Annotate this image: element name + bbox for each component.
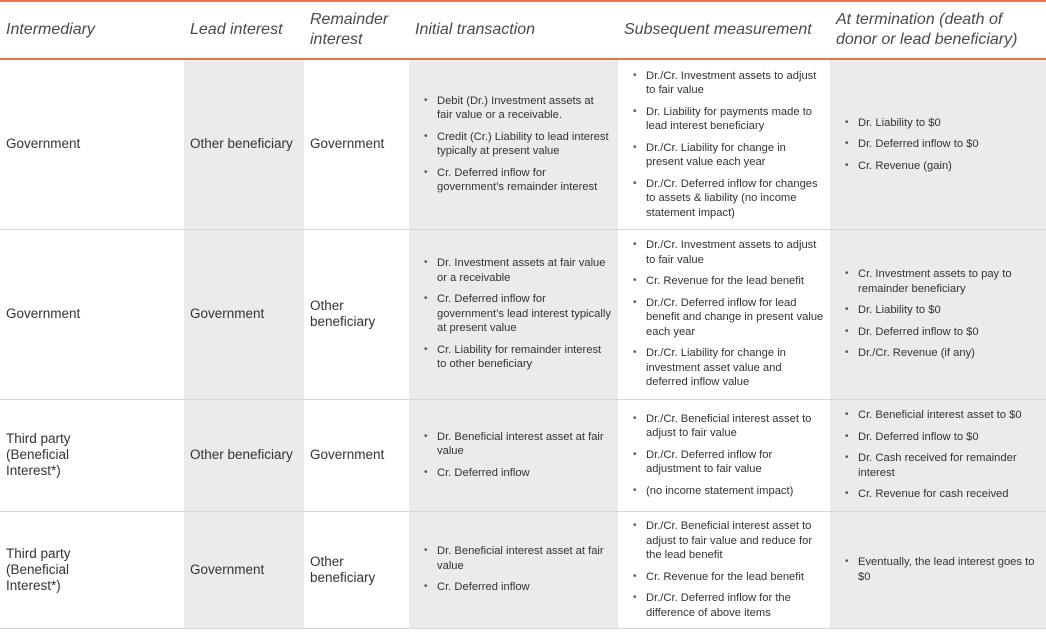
lead-interest-cell: Other beneficiary	[184, 59, 304, 229]
initial-transaction-cell	[409, 399, 618, 511]
list-item: • Cr. Revenue for cash received	[858, 487, 1040, 502]
header-row	[0, 1, 1046, 59]
intermediary-cell: Government	[0, 59, 184, 229]
list-item: • Dr. Liability to $0	[858, 303, 1040, 318]
list-item: • Dr. Deferred inflow to $0	[858, 325, 1040, 340]
list-item: • Debit (Dr.) Investment assets at fair value or a receivable.	[437, 94, 612, 123]
intermediary-cell: Government	[0, 229, 184, 399]
termination-cell	[830, 229, 1046, 399]
list-item: • Cr. Deferred inflow for government’s remainder interest	[437, 166, 612, 195]
subsequent-measurement-cell	[618, 399, 830, 511]
table-row	[0, 59, 1046, 229]
lead-interest-cell: Other beneficiary	[184, 399, 304, 511]
header-initial-transaction: Initial transaction	[409, 1, 618, 59]
subsequent-measurement-cell	[618, 511, 830, 628]
termination-cell	[830, 59, 1046, 229]
remainder-interest-cell: Other beneficiary	[304, 511, 409, 628]
table-row	[0, 511, 1046, 628]
list-item: • Dr. Liability for payments made to lead interest beneficiary	[646, 105, 824, 134]
list-item: • Cr. Revenue for the lead benefit	[646, 274, 824, 289]
list-item: • Dr./Cr. Deferred inflow for the difference of above items	[646, 591, 824, 620]
termination-cell	[830, 511, 1046, 628]
table-row	[0, 399, 1046, 511]
initial-transaction-cell	[409, 511, 618, 628]
lead-interest-cell: Government	[184, 511, 304, 628]
list-item: • Cr. Revenue (gain)	[858, 159, 1040, 174]
termination-cell	[830, 399, 1046, 511]
list-item: • Dr./Cr. Liability for change in present value each year	[646, 141, 824, 170]
lead-interest-cell: Government	[184, 229, 304, 399]
initial-transaction-cell	[409, 59, 618, 229]
list-item: • Dr./Cr. Liability for change in investment asset value and deferred inflow value	[646, 346, 824, 390]
list-item: • Dr./Cr. Investment assets to adjust to fair value	[646, 238, 824, 267]
intermediary-cell: Third party (Beneficial Interest*)	[0, 399, 184, 511]
list-item: • Dr. Liability to $0	[858, 116, 1040, 131]
header-subsequent-measurement: Subsequent measurement	[618, 1, 830, 59]
list-item: • Dr./Cr. Deferred inflow for lead benefit and change in present value each year	[646, 296, 824, 340]
list-item: • Dr. Beneficial interest asset at fair value	[437, 430, 612, 459]
list-item: • Cr. Deferred inflow	[437, 580, 612, 595]
list-item: • Credit (Cr.) Liability to lead interest typically at present value	[437, 130, 612, 159]
list-item: • Dr./Cr. Investment assets to adjust to fair value	[646, 69, 824, 98]
header-lead-interest: Lead interest	[184, 1, 304, 59]
remainder-interest-cell: Government	[304, 59, 409, 229]
list-item: • Cr. Deferred inflow	[437, 466, 612, 481]
list-item: • Cr. Deferred inflow for government’s lead interest typically at present value	[437, 292, 612, 336]
list-item: • Dr. Deferred inflow to $0	[858, 137, 1040, 152]
subsequent-measurement-cell	[618, 59, 830, 229]
list-item: • Dr./Cr. Deferred inflow for adjustment to fair value	[646, 448, 824, 477]
list-item: • Dr./Cr. Beneficial interest asset to adjust to fair value	[646, 412, 824, 441]
list-item: • Cr. Revenue for the lead benefit	[646, 570, 824, 585]
remainder-interest-cell: Government	[304, 399, 409, 511]
list-item: • Dr. Cash received for remainder interest	[858, 451, 1040, 480]
header-intermediary: Intermediary	[0, 1, 184, 59]
list-item: • Dr./Cr. Beneficial interest asset to adjust to fair value and reduce for the lead benefit	[646, 519, 824, 563]
table-row	[0, 229, 1046, 399]
intermediary-cell: Third party (Beneficial Interest*)	[0, 511, 184, 628]
header-remainder-interest: Remainder interest	[304, 1, 409, 59]
list-item: • Dr. Beneficial interest asset at fair value	[437, 544, 612, 573]
list-item: • Dr./Cr. Revenue (if any)	[858, 346, 1040, 361]
list-item: • Dr. Deferred inflow to $0	[858, 430, 1040, 445]
list-item: • Cr. Beneficial interest asset to $0	[858, 408, 1040, 423]
list-item: • Dr./Cr. Deferred inflow for changes to assets & liability (no income statement impact)	[646, 177, 824, 221]
remainder-interest-cell: Other beneficiary	[304, 229, 409, 399]
header-at-termination: At termination (death of donor or lead beneficiary)	[830, 1, 1046, 59]
list-item: • Cr. Liability for remainder interest to other beneficiary	[437, 343, 612, 372]
list-item: • Eventually, the lead interest goes to $0	[858, 555, 1040, 584]
list-item: • Dr. Investment assets at fair value or a receivable	[437, 256, 612, 285]
list-item: • Cr. Investment assets to pay to remainder beneficiary	[858, 267, 1040, 296]
list-item: • (no income statement impact)	[646, 484, 824, 499]
initial-transaction-cell	[409, 229, 618, 399]
subsequent-measurement-cell	[618, 229, 830, 399]
